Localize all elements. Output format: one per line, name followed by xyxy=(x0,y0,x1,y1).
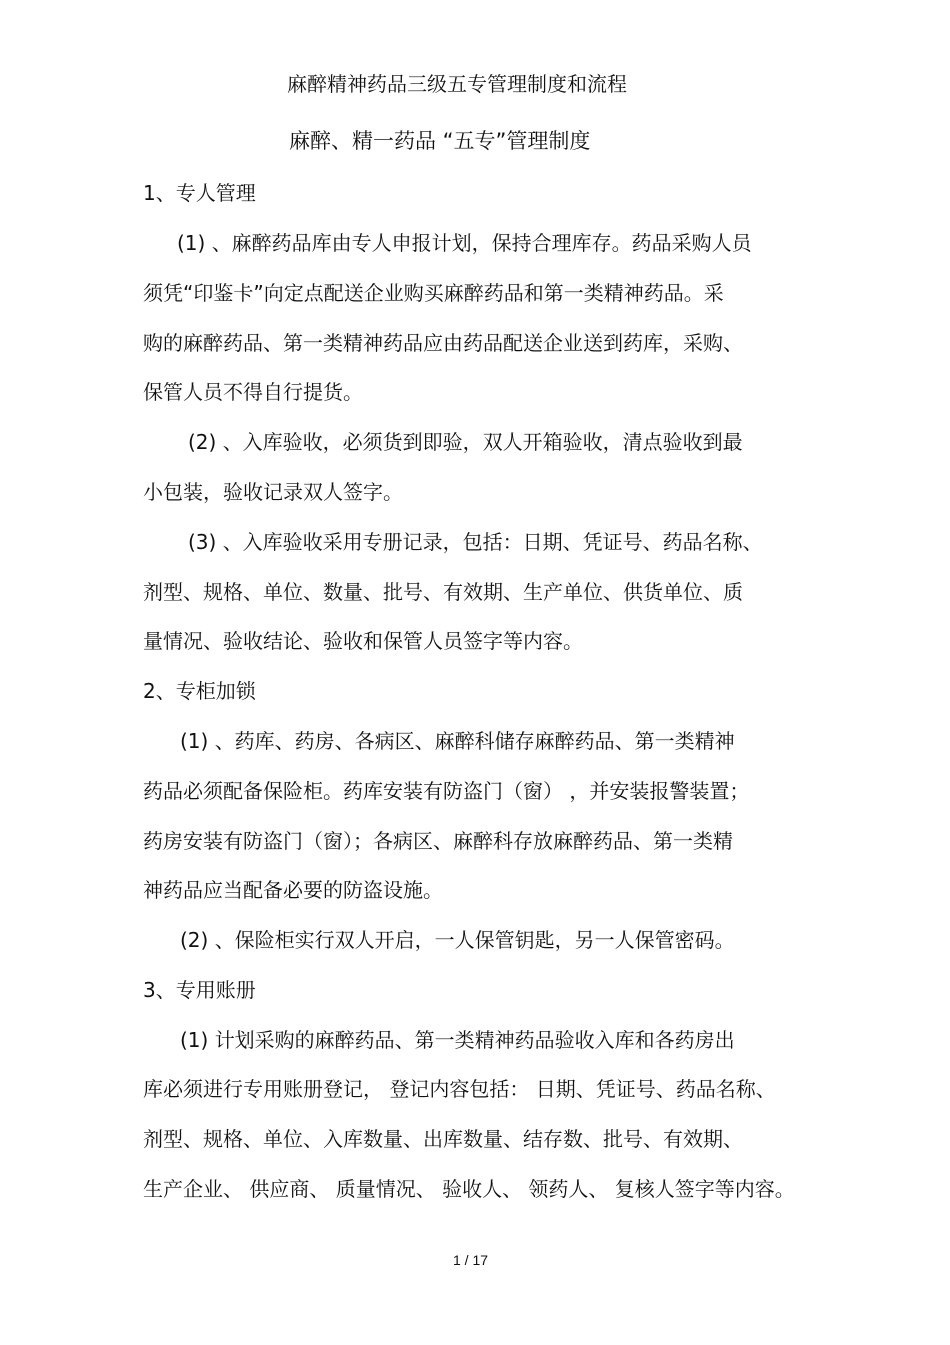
paragraph-line: (3) 、入库验收采用专册记录，包括：日期、凭证号、药品名称、 xyxy=(188,530,763,554)
document-subtitle: 麻醉、精一药品 “五专”管理制度 xyxy=(289,129,591,153)
paragraph-line: 库必须进行专用账册登记， 登记内容包括： 日期、凭证号、药品名称、 xyxy=(143,1077,776,1101)
section-heading: 2、专柜加锁 xyxy=(143,679,256,703)
paragraph-line: 剂型、规格、单位、入库数量、出库数量、结存数、批号、有效期、 xyxy=(143,1127,743,1151)
paragraph-line: 须凭“印鉴卡”向定点配送企业购买麻醉药品和第一类精神药品。采 xyxy=(143,281,724,305)
paragraph-line: (1) 、麻醉药品库由专人申报计划，保持合理库存。药品采购人员 xyxy=(177,231,752,255)
page-number: 1 / 17 xyxy=(453,1252,489,1268)
paragraph-line: 小包装，验收记录双人签字。 xyxy=(143,480,403,504)
paragraph-line: 药品必须配备保险柜。药库安装有防盗门（窗） ，并安装报警装置； xyxy=(143,779,750,803)
paragraph-line: 量情况、验收结论、验收和保管人员签字等内容。 xyxy=(143,629,583,653)
paragraph-line: 保管人员不得自行提货。 xyxy=(143,380,363,404)
paragraph-line: 购的麻醉药品、第一类精神药品应由药品配送企业送到药库，采购、 xyxy=(143,331,743,355)
paragraph-line: 神药品应当配备必要的防盗设施。 xyxy=(143,878,443,902)
document-title: 麻醉精神药品三级五专管理制度和流程 xyxy=(287,72,627,96)
section-heading: 3、专用账册 xyxy=(143,978,256,1002)
paragraph-line: 生产企业、 供应商、 质量情况、 验收人、 领药人、 复核人签字等内容。 xyxy=(143,1177,795,1201)
paragraph-line: (2) 、保险柜实行双人开启，一人保管钥匙，另一人保管密码。 xyxy=(180,928,735,952)
paragraph-line: 剂型、规格、单位、数量、批号、有效期、生产单位、供货单位、质 xyxy=(143,580,743,604)
paragraph-line: (1) 、药库、药房、各病区、麻醉科储存麻醉药品、第一类精神 xyxy=(180,729,735,753)
paragraph-line: 药房安装有防盗门（窗）；各病区、麻醉科存放麻醉药品、第一类精 xyxy=(143,829,733,853)
paragraph-line: (2) 、入库验收，必须货到即验，双人开箱验收，清点验收到最 xyxy=(188,430,743,454)
paragraph-line: (1) 计划采购的麻醉药品、第一类精神药品验收入库和各药房出 xyxy=(180,1028,735,1052)
section-heading: 1、专人管理 xyxy=(143,181,256,205)
